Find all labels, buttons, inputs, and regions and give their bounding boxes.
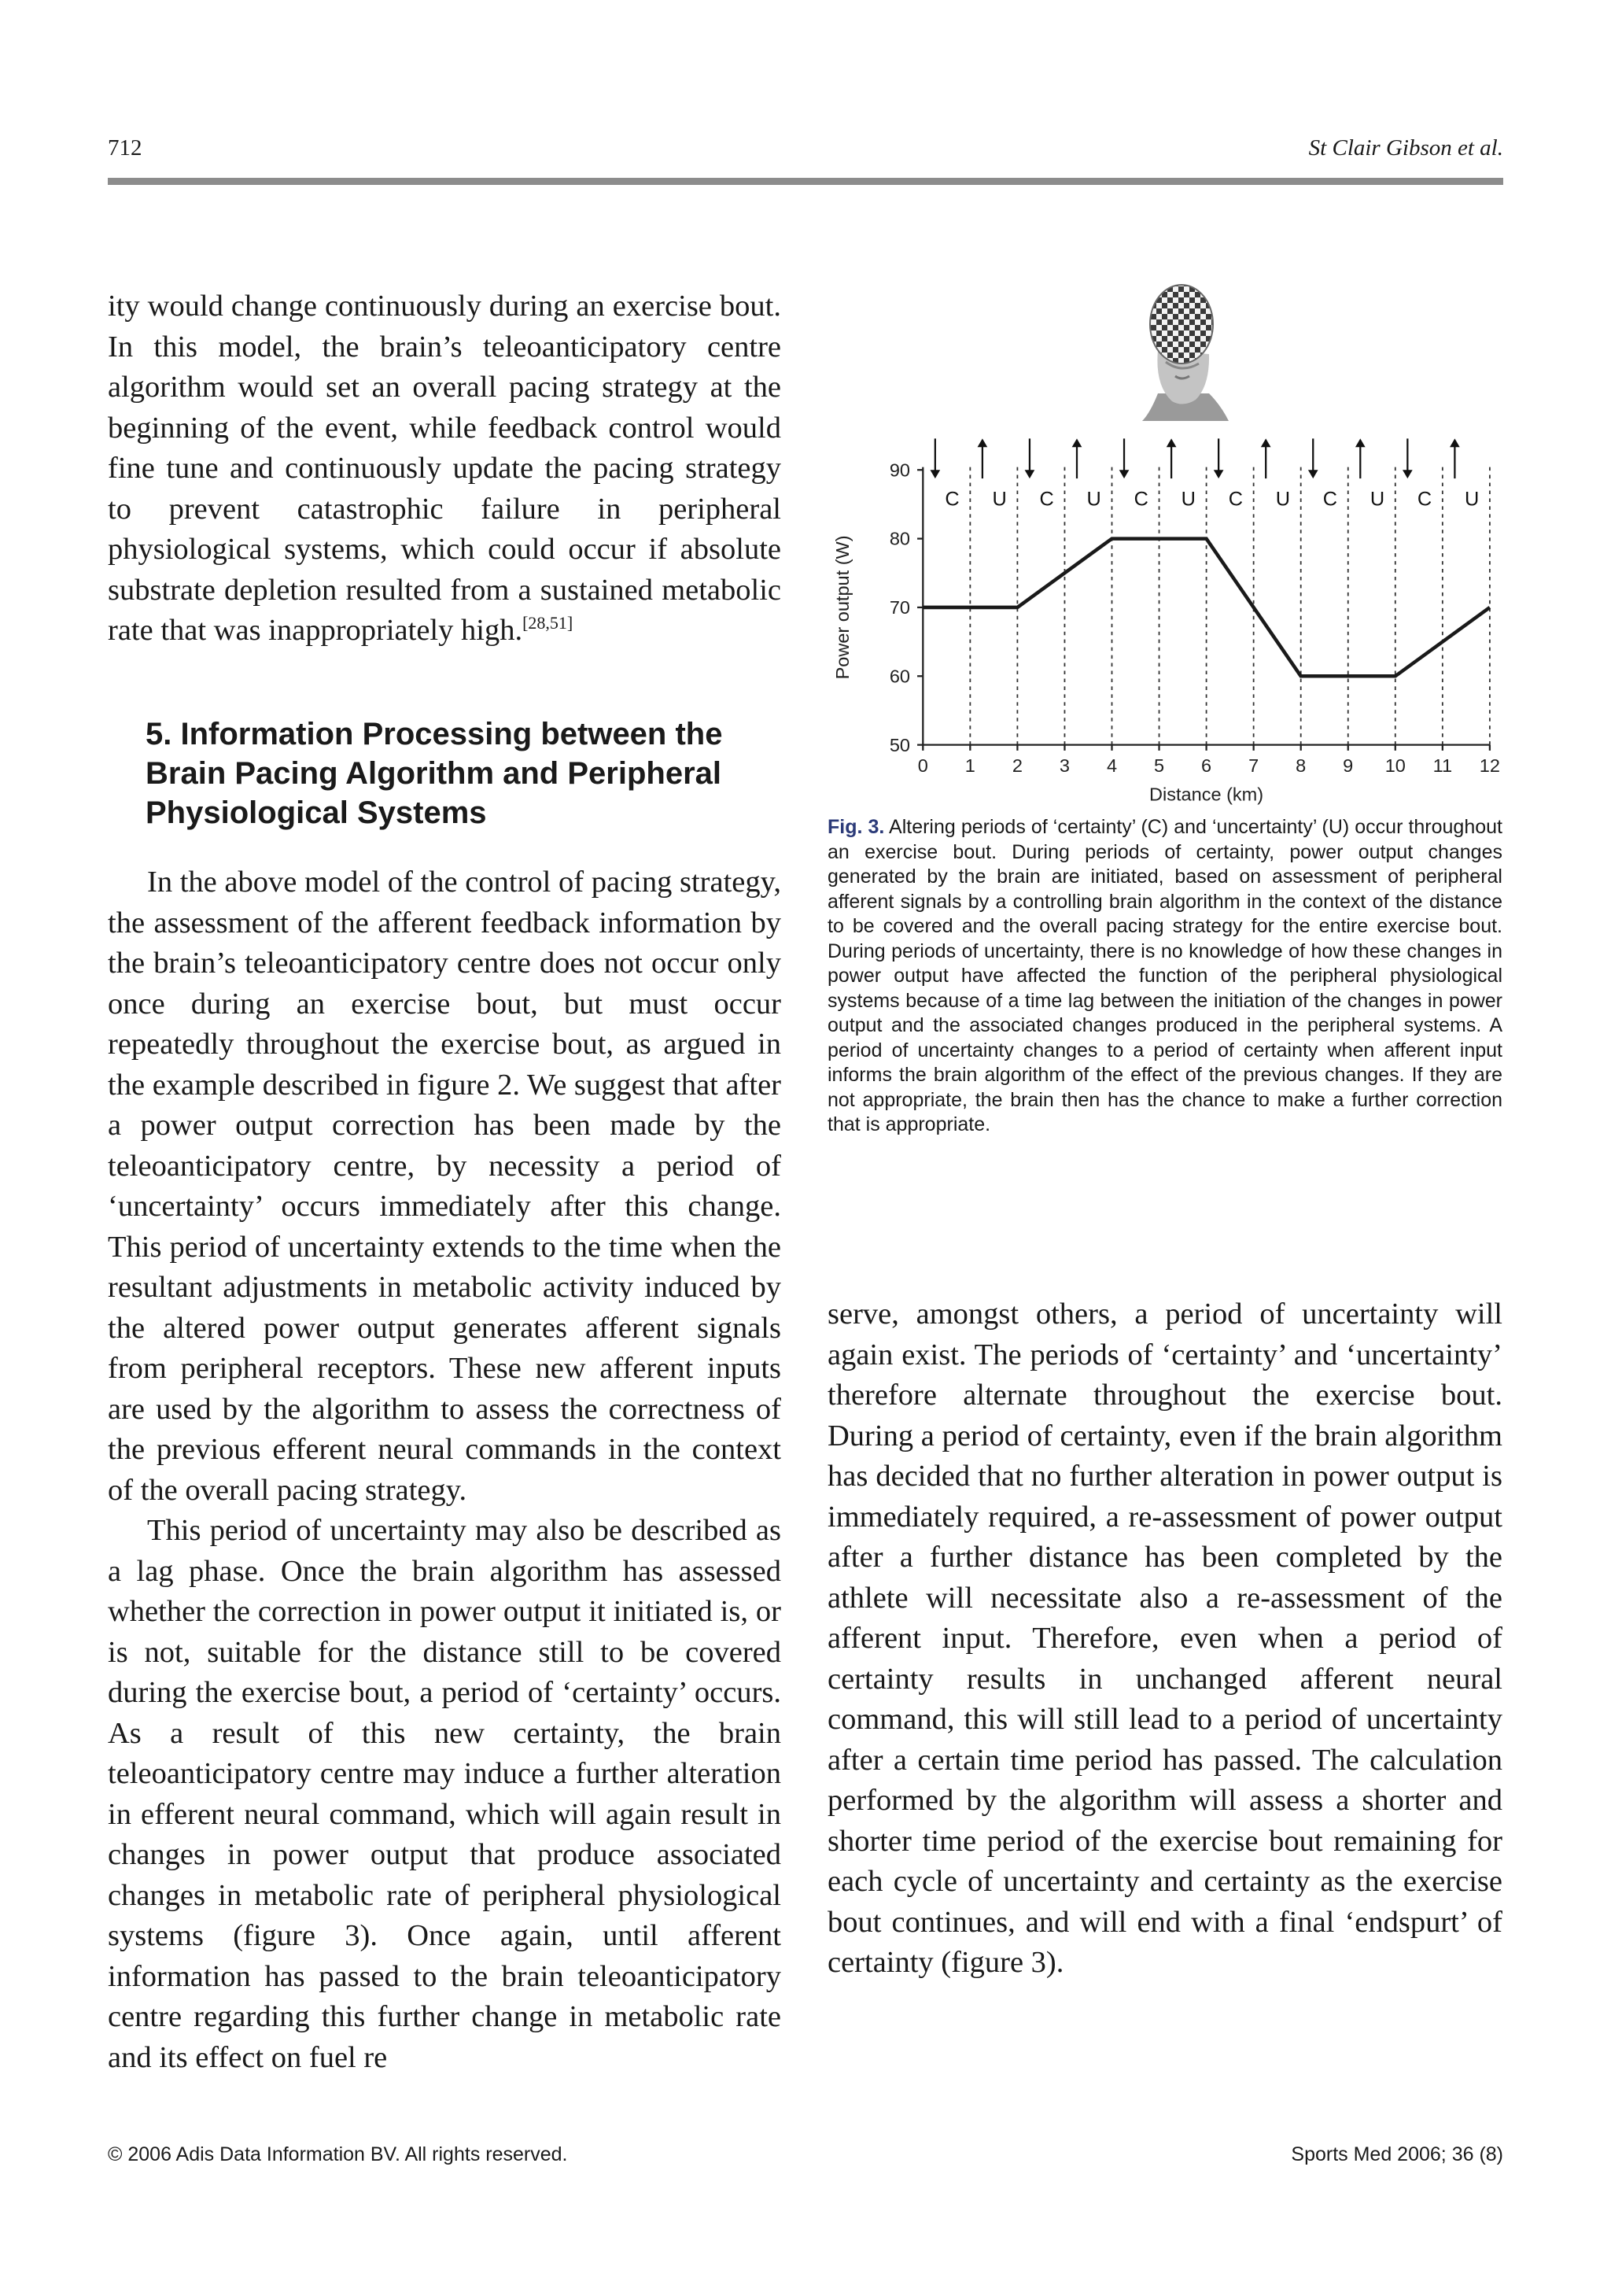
paragraph-text: ity would change continuously during an exercise bout. In this model, the brain’s teleoanticipatory centre algorithm would set an overall pacing strategy at the beginning of the event, while feedback control would fine tune and continuously update the pacing strategy to prevent catastrophic failure in peripheral physiological systems, which could occur if absolute substrate depletion resulted from a sustained metabolic rate that was inappropriately high. — [108, 290, 781, 647]
x-tick-label: 11 — [1432, 755, 1453, 777]
arrow-head-up-icon — [1450, 438, 1460, 447]
paragraph-text: This period of uncertainty may also be described as a lag phase. Once the brain algorithm has assessed whether the correction in power output it initiated is, or is not, suitable for the distance still to be covered during the exercise bout, a period of ‘certainty’ occurs. As a result of this new certainty, the brain teleoanticipatory centre may induce a further alteration in efferent neural command, which will again result in changes in power output that produce associated changes in metabolic rate of peripheral physiological systems (figure 3). Once again, until afferent information has passed to the brain teleoanticipatory centre regarding this further change in metabolic rate and its effect on fuel re — [108, 1514, 781, 2074]
x-tick-label: 4 — [1106, 755, 1118, 777]
x-tick-label: 10 — [1384, 755, 1406, 777]
period-label: U — [1086, 488, 1101, 511]
caption-text: Altering periods of ‘certainty’ (C) and ‘uncertainty’ (U) occur throughout an exercise bout. During periods of certainty, power output changes generated by the brain are initiated, based on assessment of peripheral afferent signals by a controlling brain algorithm in the context of the distance to be covered and the overall pacing strategy for the entire exercise bout. During periods of uncertainty, there is no knowledge of how these changes in power output have affected the function of the peripheral physiological systems because of a time lag between the initiation of the changes in power output and the associated changes produced in the peripheral systems. A period of uncertainty changes to a period of certainty when afferent input informs the brain algorithm of the effect of the previous changes. If they are not appropriate, the brain then has the chance to make a further correction that is appropriate. — [828, 816, 1502, 1135]
paragraph-text: In the above model of the control of pacing strategy, the assessment of the afferent feedback information by the brain’s teleoanticipatory centre does not occur only once during an exercise bout, but must occur repeatedly throughout the exercise bout, as argued in the example described in figure 2. We suggest that after a power output correction has been made by the teleoanticipatory centre, by necessity a period of ‘uncertainty’ occurs immediately after this change. This period of uncertainty extends to the time when the resultant adjustments in metabolic activity induced by the altered power output generates afferent signals from peripheral receptors. These new afferent inputs are used by the algorithm to assess the correctness of the previous efferent neural commands in the context of the overall pacing strategy. — [108, 866, 781, 1507]
header-rule — [108, 178, 1503, 185]
right-column-paragraph — [828, 1294, 1502, 1984]
x-tick-label: 9 — [1343, 755, 1354, 777]
period-label: U — [1370, 488, 1385, 511]
y-tick-label: 60 — [889, 666, 911, 687]
arrow-head-down-icon — [1308, 470, 1318, 478]
x-axis-label: Distance (km) — [1149, 784, 1264, 805]
period-label: C — [1039, 488, 1054, 511]
period-arrows — [931, 438, 1460, 478]
figure-label: Fig. 3. — [828, 816, 885, 838]
footer-copyright: © 2006 Adis Data Information BV. All rights reserved. — [108, 2143, 568, 2165]
arrow-head-up-icon — [1261, 438, 1271, 447]
period-label: U — [1181, 488, 1196, 511]
x-axis-ticks — [918, 745, 1500, 776]
figure-3 — [828, 275, 1504, 834]
figure-caption — [828, 815, 1502, 1138]
footer-journal: Sports Med 2006; 36 (8) — [1291, 2143, 1503, 2165]
brain-head-illustration — [1134, 275, 1229, 421]
period-label: C — [1322, 488, 1338, 511]
y-tick-label: 80 — [889, 528, 911, 549]
x-tick-label: 8 — [1296, 755, 1307, 777]
left-column-paragraph-1 — [108, 286, 781, 652]
page-number: 712 — [108, 135, 142, 161]
x-tick-label: 0 — [917, 755, 928, 777]
section-heading: 5. Information Processing between the Brain Pacing Algorithm and Peripheral Physiological Systems — [146, 717, 723, 830]
arrow-head-down-icon — [931, 470, 941, 478]
y-axis-ticks — [890, 460, 923, 755]
x-tick-label: 6 — [1201, 755, 1212, 777]
y-tick-label: 70 — [889, 597, 911, 618]
x-tick-label: 3 — [1059, 755, 1070, 777]
arrow-head-down-icon — [1403, 470, 1413, 478]
running-head: St Clair Gibson et al. — [1308, 135, 1503, 161]
x-tick-label: 5 — [1154, 755, 1165, 777]
arrow-head-up-icon — [978, 438, 988, 447]
left-column-paragraphs — [108, 862, 781, 2078]
period-label: C — [1228, 488, 1244, 511]
x-tick-label: 12 — [1479, 755, 1500, 777]
x-tick-label: 2 — [1012, 755, 1023, 777]
arrow-head-up-icon — [1167, 438, 1177, 447]
y-axis-label: Power output (W) — [832, 535, 853, 680]
period-label: U — [1275, 488, 1291, 511]
y-tick-label: 90 — [889, 460, 911, 481]
power-output-chart — [828, 417, 1504, 842]
arrow-head-down-icon — [1214, 470, 1224, 478]
arrow-head-up-icon — [1355, 438, 1366, 447]
arrow-head-down-icon — [1119, 470, 1130, 478]
y-tick-label: 50 — [889, 734, 911, 755]
citation-ref: [28,51] — [522, 613, 573, 633]
period-label: U — [1464, 488, 1480, 511]
paragraph-text: serve, amongst others, a period of uncertainty will again exist. The periods of ‘certainty’ and ‘uncertainty’ therefore alternate throughout the exercise bout. During a period of certainty, even if the brain algorithm has decided that no further alteration in power output is immediately required, a re-assessment of power output after a further distance has been completed by the athlete will necessitate also a re-assessment of the afferent input. Therefore, even when a period of certainty results in unchanged afferent neural command, this will still lead to a period of uncertainty after a certain time period has passed. The calculation performed by the algorithm will assess a shorter and shorter time period of the exercise bout remaining for each cycle of uncertainty and certainty as the exercise bout continues, and will end with a final ‘endspurt’ of certainty (figure 3). — [828, 1297, 1502, 1979]
period-labels — [945, 488, 1479, 510]
period-label: C — [945, 488, 960, 511]
arrow-head-down-icon — [1025, 470, 1035, 478]
period-label: U — [992, 488, 1007, 511]
arrow-head-up-icon — [1072, 438, 1082, 447]
period-label: C — [1417, 488, 1432, 511]
period-label: C — [1134, 488, 1148, 511]
x-tick-label: 1 — [964, 755, 975, 777]
x-tick-label: 7 — [1248, 755, 1259, 777]
